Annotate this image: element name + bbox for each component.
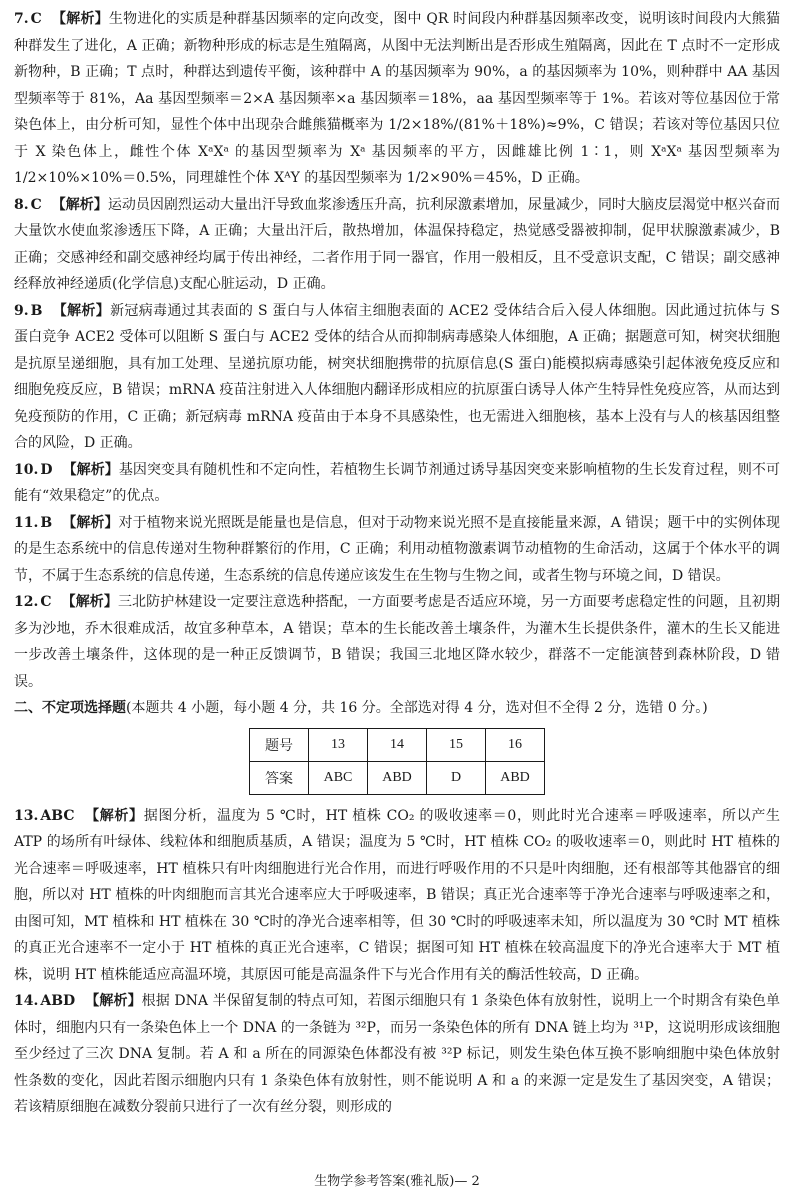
analysis-text: 据图分析，温度为 5 ℃时，HT 植株 CO₂ 的吸收速率＝0，则此时光合速率＝呼吸速率，所以产生 ATP 的场所有叶绿体、线粒体和细胞质基质，A 错误；温度为 5 ℃时，HT 植株 CO₂ 的吸收速率＝0，则此时 HT 植株的光合速率＝呼吸速率，HT 植株只有叶肉细胞进行光合作用，而进行呼吸作用的不只是叶肉细胞，还有根部等其他器官的细胞，所以对 HT 植株的叶肉细胞而言其光合速率应大于呼吸速率，B 错误；真正光合速率等于净光合速率与呼吸速率之和，由图可知，MT 植株和 HT 植株在 30 ℃时的净光合速率相等，但 30 ℃时的呼吸速率未知，所以温度为 30 ℃时 MT 植株的真正光合速率不一定小于 HT 植株的真正光合速率，C 错误；据图可知 HT 植株在较高温度下的净光合速率大于 MT 植株，说明 HT 植株能适应高温环境，其原因可能是高温条件下与光合作用有关的酶活性较高，D 正确。 [14, 807, 781, 983]
analysis-tag: 【解析】 [51, 196, 108, 213]
analysis-tag: 【解析】 [85, 993, 142, 1009]
table-cell: ABD [368, 761, 427, 794]
question-13 [14, 803, 780, 989]
analysis-text: 运动员因剧烈运动大量出汗导致血浆渗透压升高，抗利尿激素增加，尿量减少，同时大脑皮层渴觉中枢兴奋而大量饮水使血浆渗透压下降，A 正确；大量出汗后，散热增加，体温保持稳定，热觉感受器被抑制，促甲状腺激素减少，B 正确；交感神经和副交感神经均属于传出神经，二者作用于同一器官，作用一般相反，且不受意识支配，C 错误；副交感神经释放神经递质(化学信息)支配心脏运动，D 正确。 [14, 196, 781, 292]
section-title: 二、不定项选择题 [14, 700, 126, 716]
analysis-text: 基因突变具有随机性和不定向性，若植物生长调节剂通过诱导基因突变来影响植物的生长发育过程，则不可能有“效果稳定”的优点。 [14, 461, 780, 504]
analysis-tag: 【解析】 [62, 514, 119, 531]
answer-table [249, 728, 545, 795]
question-11 [14, 510, 780, 590]
analysis-tag: 【解析】 [51, 11, 109, 27]
table-cell: 13 [309, 728, 368, 761]
answer-table-wrap [14, 728, 780, 795]
question-10 [14, 457, 780, 510]
answer-letter: D [40, 461, 53, 478]
analysis-text: 根据 DNA 半保留复制的特点可知，若图示细胞只有 1 条染色体有放射性，说明上一个时期含有染色单体时，细胞内只有一条染色体上一个 DNA 的一条链为 ³²P，而另一条染色体的所有 DNA 链上均为 ³¹P，这说明形成该细胞至少经过了三次 DNA 复制。若 A 和 a 所在的同源染色体都没有被 ³²P 标记，则发生染色体互换不影响细胞中染色体放射性条数的变化，因此若图示细胞内只有 1 条染色体有放射性，则不能说明 A 和 a 的来源一定是发生了基因突变，A 错误；若该精原细胞在减数分裂前只进行了一次有丝分裂，则形成的 [14, 993, 781, 1115]
table-cell: 答案 [250, 761, 309, 794]
table-cell: 16 [486, 728, 545, 761]
question-number: 7. [14, 11, 29, 27]
question-number: 13. [14, 807, 39, 824]
table-cell: D [427, 761, 486, 794]
answer-letter: B [40, 514, 53, 531]
question-number: 14. [14, 993, 39, 1009]
question-number: 11. [14, 514, 39, 531]
analysis-text: 新冠病毒通过其表面的 S 蛋白与人体宿主细胞表面的 ACE2 受体结合后入侵人体细胞。因此通过抗体与 S 蛋白竞争 ACE2 受体可以阻断 S 蛋白与 ACE2 受体的结合从而抑制病毒感染人体细胞，A 正确；据题意可知，树突状细胞是抗原呈递细胞，具有加工处理、呈递抗原功能，树突状细胞携带的抗原信息(S 蛋白)能模拟病毒感染引起体液免疫反应和细胞免疫反应，B 错误；mRNA 疫苗注射进入人体细胞内翻译形成相应的抗原蛋白诱导人体产生特异性免疫应答，从而达到免疫预防的作用，C 正确；新冠病毒 mRNA 疫苗由于本身不具感染性，也无需进入细胞核，基本上没有与人的核基因组整合的风险，D 正确。 [14, 302, 780, 451]
section-heading [14, 695, 780, 722]
analysis-text: 三北防护林建设一定要注意选种搭配，一方面要考虑是否适应环境，另一方面要考虑稳定性的问题，且初期多为沙地，乔木很难成活，故宜多种草本，A 错误；草本的生长能改善土壤条件，为灌木生长提供条件，灌木的生长又能进一步改善土壤条件，这体现的是一种正反馈调节，B 错误；我国三北地区降水较少，群落不一定能演替到森林阶段，D 错误。 [14, 594, 781, 690]
question-14 [14, 988, 780, 1121]
table-cell: ABC [309, 761, 368, 794]
answer-letter: C [30, 196, 42, 213]
question-number: 9. [14, 302, 29, 319]
analysis-text: 对于植物来说光照既是能量也是信息，但对于动物来说光照不是直接能量来源，A 错误；题干中的实例体现的是生态系统中的信息传递对生物种群繁衍的作用，C 正确；利用动植物激素调节动植物的生命活动，这属于个体水平的调节，不属于生态系统的信息传递，生态系统的信息传递应该发生在生物与生物之间，或者生物与环境之间，D 错误。 [14, 514, 781, 584]
analysis-text: 生物进化的实质是种群基因频率的定向改变，图中 QR 时间段内种群基因频率改变，说明该时间段内大熊猫种群发生了进化，A 正确；新物种形成的标志是生殖隔离，从图中无法判断出是否形成生殖隔离，因此在 T 点时不一定形成新物种，B 正确；T 点时，种群达到遗传平衡，该种群中 A 的基因频率为 90%，a 的基因频率为 10%，则种群中 AA 基因型频率等于 81%，Aa 基因型频率＝2×A 基因频率×a 基因频率＝18%，aa 基因型频率等于 1%。若该对等位基因位于常染色体上，由分析可知，显性个体中出现杂合雌熊猫概率为 1/2×18%/(81%＋18%)≈9%，C 错误；若该对等位基因只位于 X 染色体上，雌性个体 XᵃXᵃ 的基因型频率为 Xᵃ 基因频率的平方，因雌雄比例 1∶1，则 XᵃXᵃ 基因型频率为 1/2×10%×10%＝0.5%，同理雄性个体 XᴬY 的基因型频率为 1/2×90%＝45%，D 正确。 [14, 11, 780, 186]
table-cell: 题号 [250, 728, 309, 761]
question-number: 10. [14, 461, 39, 478]
content [14, 6, 780, 1121]
table-cell: 15 [427, 728, 486, 761]
table-row [250, 728, 545, 761]
question-12 [14, 589, 780, 695]
answer-letter: ABC [40, 807, 75, 824]
answer-letter: C [30, 11, 42, 27]
answer-letter: C [40, 594, 52, 610]
question-number: 8. [14, 196, 29, 213]
table-cell: 14 [368, 728, 427, 761]
table-cell: ABD [486, 761, 545, 794]
analysis-tag: 【解析】 [62, 461, 119, 478]
question-8 [14, 192, 780, 298]
question-number: 12. [14, 594, 39, 610]
answer-letter: ABD [40, 993, 76, 1009]
analysis-tag: 【解析】 [61, 594, 118, 610]
page-footer: 生物学参考答案(雅礼版)— 2 [314, 1174, 480, 1189]
table-row [250, 761, 545, 794]
question-9 [14, 298, 780, 457]
analysis-tag: 【解析】 [84, 807, 144, 824]
analysis-tag: 【解析】 [52, 302, 111, 319]
answer-letter: B [30, 302, 43, 319]
question-7 [14, 6, 780, 192]
section-description: (本题共 4 小题，每小题 4 分，共 16 分。全部选对得 4 分，选对但不全得 2 分，选错 0 分。) [126, 700, 708, 716]
